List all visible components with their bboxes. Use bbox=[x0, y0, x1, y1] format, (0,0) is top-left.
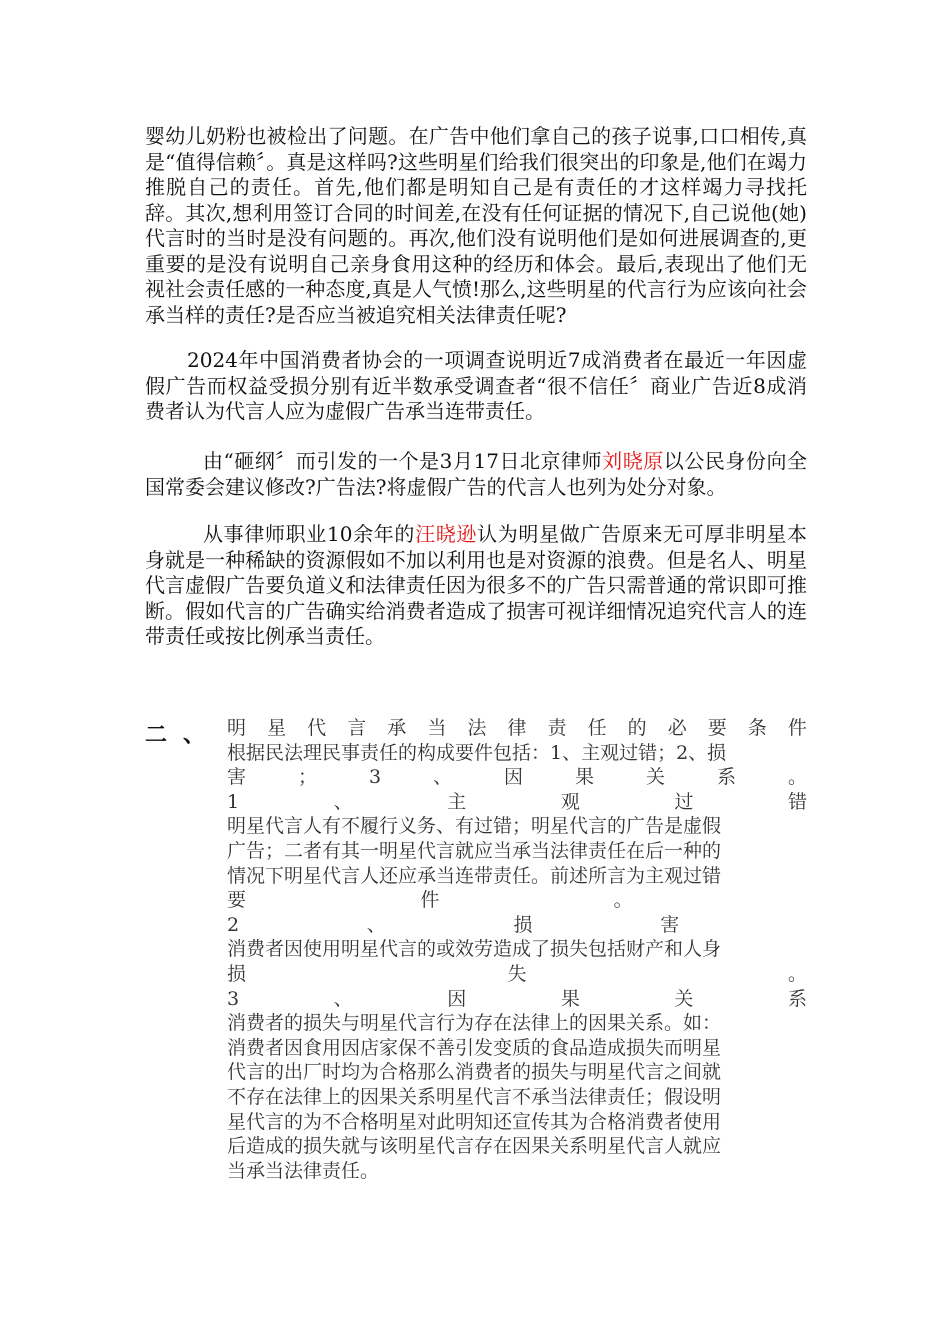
spread-char: 言 bbox=[347, 717, 367, 739]
item-3-text-line5: 星代言的为不合格明星对此明知还宣传其为合格消费者使用 bbox=[227, 1110, 722, 1133]
item-1-heading bbox=[227, 790, 807, 815]
spread-char: 错 bbox=[787, 790, 807, 813]
spread-char: 。 bbox=[787, 962, 807, 985]
item-1-text-line1: 明星代言人有不履行义务、有过错；明星代言的广告是虚假 bbox=[227, 815, 722, 838]
spread-char: 过 bbox=[674, 790, 694, 813]
paragraph-4-text bbox=[145, 522, 807, 650]
item-3-text-line4: 不存在法律上的因果关系明星代言不承当法律责任；假设明 bbox=[227, 1085, 722, 1108]
spread-char: 律 bbox=[507, 717, 527, 739]
spread-char: 承 bbox=[387, 717, 407, 739]
spread-char: 损 bbox=[227, 962, 247, 985]
spread-char: 观 bbox=[560, 790, 580, 813]
spread-char: 害 bbox=[660, 913, 680, 936]
section-2-intro-line1: 根据民法理民事责任的构成要件包括：1、主观过错；2、损 bbox=[227, 741, 727, 764]
paragraph-3-text bbox=[145, 449, 807, 500]
item-2-heading bbox=[227, 913, 807, 938]
spread-char: 2 bbox=[227, 913, 240, 936]
spread-char: 要 bbox=[227, 889, 247, 912]
paragraph-2 bbox=[145, 348, 807, 425]
lawyer-name-liu: 刘晓原 bbox=[602, 449, 664, 473]
item-3-text-line2: 消费者因食用因店家保不善引发变质的食品造成损失而明星 bbox=[227, 1036, 722, 1059]
spread-char: 关 bbox=[674, 987, 694, 1010]
paragraph-1-text: 婴幼儿奶粉也被检出了问题。在广告中他们拿自己的孩子说事,口口相传,真是“值得信赖〞。真是这样吗?这些明星们给我们很突出的印象是,他们在竭力推脱自己的责任。首先,他们都是明知自己是有责任的才这样竭力寻找托辞。其次,想利用签订合同的时间差,在没有任何证据的情况下,自己说他(她)代言时的当时是没有问题的。再次,他们没有说明他们是如何进展调查的,更重要的是没有说明自己亲身食用这种的经历和体会。最后,表现出了他们无视社会责任感的一种态度,真是人气愤!那么,这些明星的代言行为应该向社会承当样的责任?是否应当被追究相关法律责任呢? bbox=[145, 124, 807, 327]
item-2-tail bbox=[227, 962, 807, 987]
item-1-tail bbox=[227, 888, 807, 913]
lawyer-name-wang: 汪晓逊 bbox=[415, 522, 478, 546]
spread-char: 1 bbox=[227, 790, 240, 813]
spread-char: 任 bbox=[587, 717, 607, 739]
spread-char: 主 bbox=[447, 790, 467, 813]
spread-char: 必 bbox=[667, 717, 687, 739]
spread-char: 系 bbox=[716, 766, 736, 789]
spread-char: 的 bbox=[627, 717, 647, 739]
spread-char: 法 bbox=[467, 717, 487, 739]
item-1-text-line3: 情况下明星代言人还应承当连带责任。前述所言为主观过错 bbox=[227, 864, 722, 887]
section-2-number: 二、 bbox=[145, 722, 222, 748]
paragraph-1 bbox=[145, 124, 807, 328]
paragraph-3-before: 由“砸纲〞而引发的一个是3月17日北京律师 bbox=[203, 449, 603, 473]
item-1-text-line2: 广告；二者有其一明星代言就应当承当法律责任在后一种的 bbox=[227, 839, 722, 862]
spread-char: 、 bbox=[366, 913, 386, 936]
section-2-title bbox=[227, 716, 807, 741]
spread-char: ； bbox=[297, 766, 317, 789]
spread-char: 明 bbox=[227, 717, 247, 739]
spread-char: 害 bbox=[227, 766, 247, 789]
spread-char: 关 bbox=[645, 766, 665, 789]
spread-char: 3 bbox=[368, 766, 382, 789]
item-3-text-line1: 消费者的损失与明星代言行为存在法律上的因果关系。如： bbox=[227, 1012, 722, 1035]
spread-char: 代 bbox=[307, 717, 327, 739]
spread-char: 责 bbox=[547, 717, 567, 739]
item-3-text-line3: 代言的出厂时均为合格那么消费者的损失与明星代言之间就 bbox=[227, 1061, 722, 1084]
spread-char: 要 bbox=[707, 717, 727, 739]
item-3-text-line7: 当承当法律责任。 bbox=[227, 1159, 380, 1182]
spread-char: 、 bbox=[333, 790, 353, 813]
spread-char: 失 bbox=[507, 962, 527, 985]
item-3-text-line6: 后造成的损失就与该明星代言存在因果关系明星代言人就应 bbox=[227, 1135, 722, 1158]
paragraph-4-after: 认为明星做广告原来无可厚非明星本身就是一种稀缺的资源假如不加以利用也是对资源的浪费。但是名人、明星代言虚假广告要负道义和法律责任因为很多不的广告只需普通的常识即可推断。假如代言的广告确实给消费者造成了损害可视详细情况追究代言人的连带责任或按比例承当责任。 bbox=[145, 522, 808, 648]
spread-char: 损 bbox=[513, 913, 533, 936]
spread-char: 、 bbox=[333, 987, 353, 1010]
paragraph-3-after: 以公民身份向全国常委会建议修改?广告法?将虚假广告的代言人也列为处分对象。 bbox=[145, 449, 808, 499]
item-3-heading bbox=[227, 987, 807, 1012]
spread-char: 。 bbox=[613, 889, 633, 912]
paragraph-3 bbox=[145, 449, 807, 500]
item-2-text: 消费者因使用明星代言的或效劳造成了损失包括财产和人身 bbox=[227, 938, 722, 961]
spread-char: 条 bbox=[747, 717, 767, 739]
spread-char: 星 bbox=[267, 717, 287, 739]
spread-char: 系 bbox=[787, 987, 807, 1010]
paragraph-4-before: 从事律师职业10余年的 bbox=[203, 522, 416, 546]
spread-char: 因 bbox=[504, 766, 524, 789]
spread-char: 件 bbox=[787, 717, 807, 739]
spread-char: 。 bbox=[787, 766, 807, 789]
spread-char: 因 bbox=[447, 987, 467, 1010]
paragraph-2-text: 2024年中国消费者协会的一项调查说明近7成消费者在最近一年因虚假广告而权益受损分别有近半数承受调查者“很不信任〞商业广告近8成消费者认为代言人应为虚假广告承当连带责任。 bbox=[145, 348, 807, 423]
spread-char: 果 bbox=[575, 766, 595, 789]
spread-char: 、 bbox=[433, 766, 453, 789]
spread-char: 当 bbox=[427, 717, 447, 739]
spread-char: 3 bbox=[227, 987, 240, 1010]
spread-char: 果 bbox=[560, 987, 580, 1010]
spread-char: 件 bbox=[420, 889, 440, 912]
section-2-body bbox=[227, 716, 807, 1183]
paragraph-4 bbox=[145, 522, 807, 650]
section-2-intro-line2 bbox=[227, 765, 807, 790]
